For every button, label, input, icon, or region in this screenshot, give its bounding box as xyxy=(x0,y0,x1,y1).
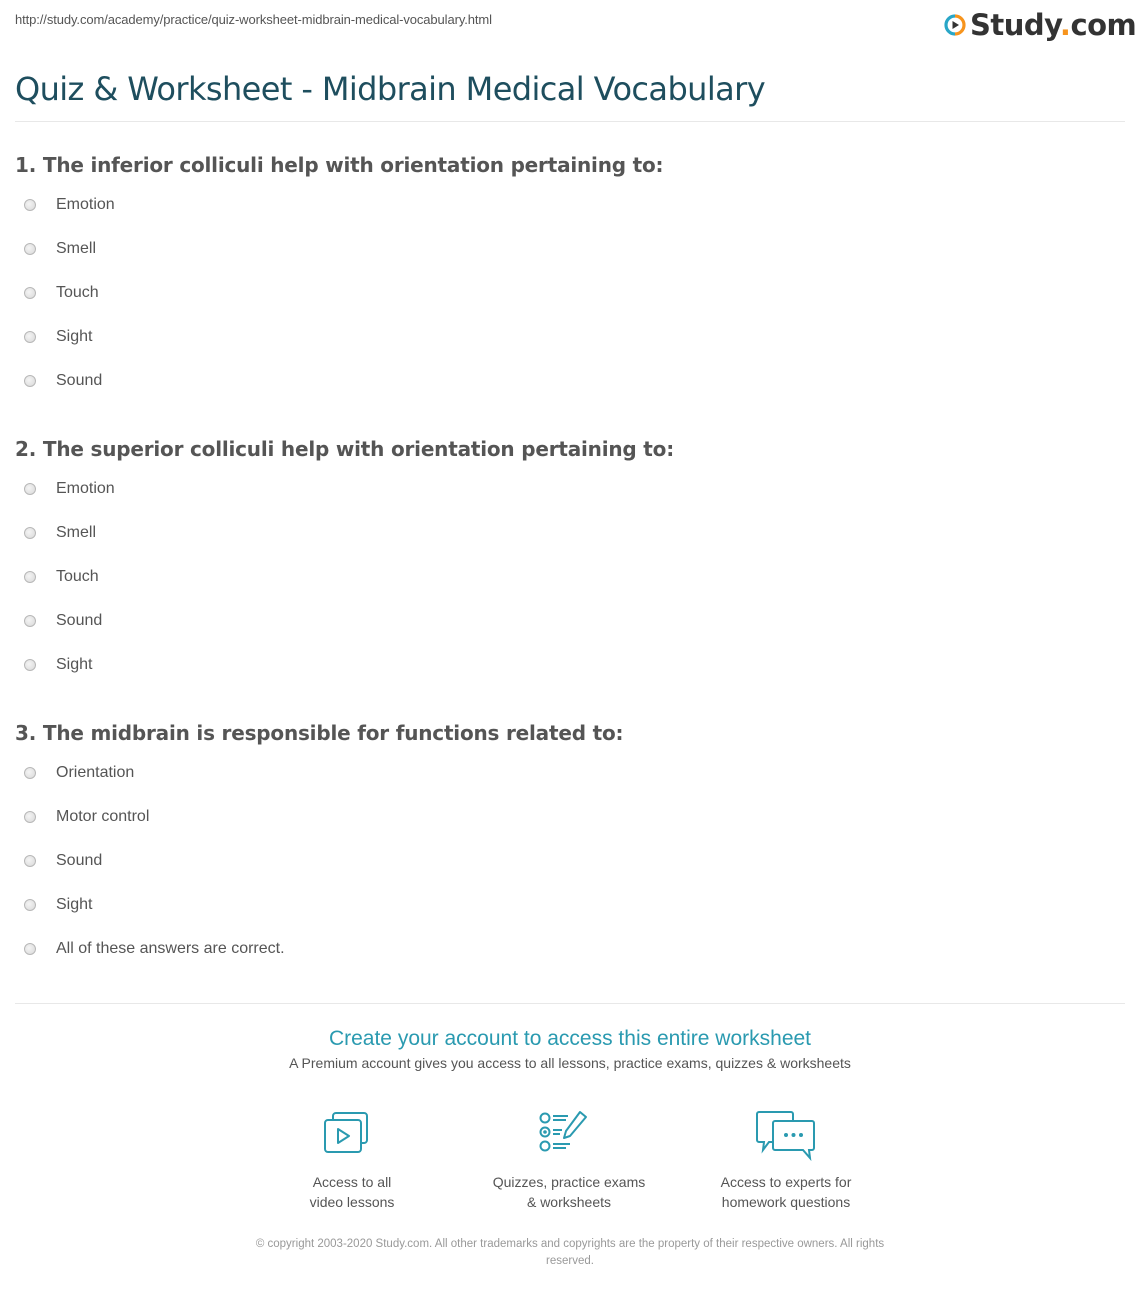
cta-divider xyxy=(15,1003,1125,1004)
answer-option[interactable]: Smell xyxy=(15,227,1115,271)
signup-cta xyxy=(0,1027,1140,1071)
answer-option[interactable]: Sound xyxy=(15,839,1115,883)
radio-button[interactable] xyxy=(24,767,36,779)
page-url: http://study.com/academy/practice/quiz-worksheet-midbrain-medical-vocabulary.html xyxy=(15,12,492,27)
question-text: 1. The inferior colliculi help with orientation pertaining to: xyxy=(15,153,664,177)
answer-option[interactable]: Orientation xyxy=(15,751,1115,795)
create-account-link[interactable]: Create your account to access this entire worksheet xyxy=(328,1027,812,1050)
question-1 xyxy=(15,153,1115,403)
cta-subtitle: A Premium account gives you access to all lessons, practice exams, quizzes & worksheets xyxy=(289,1055,851,1071)
answer-option[interactable]: Touch xyxy=(15,555,1115,599)
copyright-footer: © copyright 2003-2020 Study.com. All other trademarks and copyrights are the property of their respective owners. All rights reserved. xyxy=(255,1238,885,1267)
play-ring-logo-icon xyxy=(944,14,966,36)
chat-experts-icon xyxy=(753,1110,819,1164)
radio-button[interactable] xyxy=(24,483,36,495)
logo-text: Study.com xyxy=(970,8,1137,42)
answer-option[interactable]: Sight xyxy=(15,315,1115,359)
radio-button[interactable] xyxy=(24,375,36,387)
radio-button[interactable] xyxy=(24,811,36,823)
study-logo[interactable] xyxy=(944,8,1136,42)
radio-button[interactable] xyxy=(24,199,36,211)
quiz-checklist-icon xyxy=(536,1110,602,1164)
answer-option[interactable]: Smell xyxy=(15,511,1115,555)
radio-button[interactable] xyxy=(24,331,36,343)
radio-button[interactable] xyxy=(24,571,36,583)
answer-option[interactable]: Sight xyxy=(15,883,1115,927)
answer-option[interactable]: Sight xyxy=(15,643,1115,687)
radio-button[interactable] xyxy=(24,855,36,867)
question-text: 3. The midbrain is responsible for functions related to: xyxy=(15,721,624,745)
feature-experts: Access to experts for homework questions xyxy=(686,1110,886,1212)
answer-option[interactable]: Sound xyxy=(15,359,1115,403)
radio-button[interactable] xyxy=(24,615,36,627)
feature-video-lessons: Access to all video lessons xyxy=(252,1110,452,1212)
page-title: Quiz & Worksheet - Midbrain Medical Vocabulary xyxy=(15,70,766,108)
radio-button[interactable] xyxy=(24,527,36,539)
question-2 xyxy=(15,437,1115,687)
question-3 xyxy=(15,721,1115,971)
feature-quizzes: Quizzes, practice exams & worksheets xyxy=(469,1110,669,1212)
radio-button[interactable] xyxy=(24,899,36,911)
radio-button[interactable] xyxy=(24,243,36,255)
answer-option[interactable]: Emotion xyxy=(15,183,1115,227)
answer-option[interactable]: Emotion xyxy=(15,467,1115,511)
video-lessons-icon xyxy=(319,1110,385,1164)
radio-button[interactable] xyxy=(24,943,36,955)
answer-option[interactable]: All of these answers are correct. xyxy=(15,927,1115,971)
title-divider xyxy=(15,121,1125,122)
answer-option[interactable]: Touch xyxy=(15,271,1115,315)
answer-option[interactable]: Motor control xyxy=(15,795,1115,839)
radio-button[interactable] xyxy=(24,659,36,671)
radio-button[interactable] xyxy=(24,287,36,299)
question-text: 2. The superior colliculi help with orientation pertaining to: xyxy=(15,437,674,461)
answer-option[interactable]: Sound xyxy=(15,599,1115,643)
